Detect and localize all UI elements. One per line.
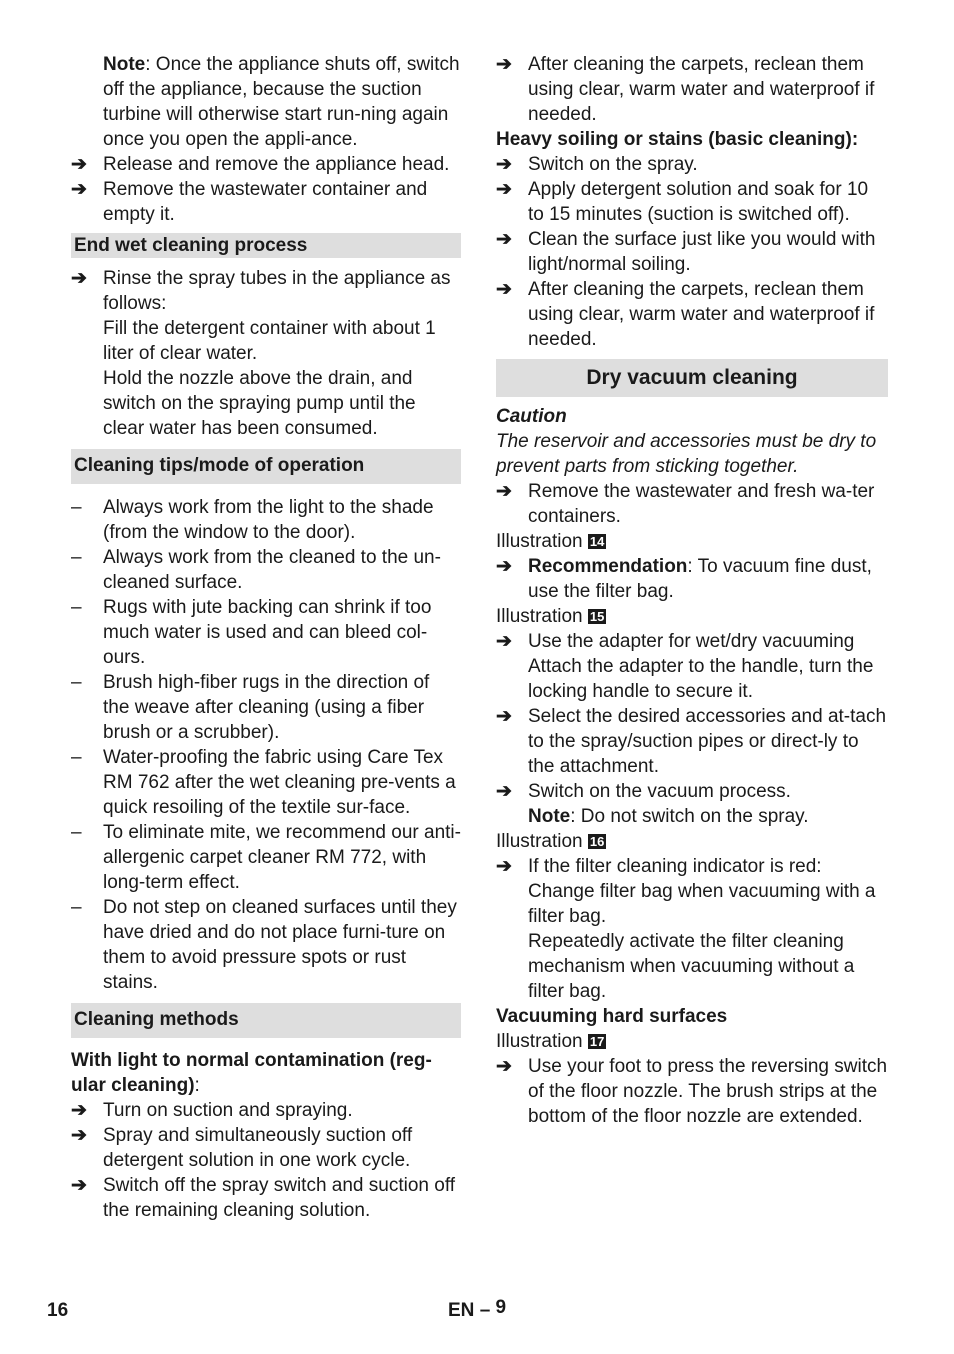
rinse-paragraph: Hold the nozzle above the drain, and switch on the spraying pump until the clear water has been consumed. bbox=[103, 368, 416, 439]
dash-bullet: – bbox=[71, 497, 82, 518]
filter-paragraph: Repeatedly activate the filter cleaning mechanism when vacuuming without a filter bag. bbox=[528, 931, 855, 1002]
arrow-icon: ➔ bbox=[496, 556, 512, 577]
arrow-icon: ➔ bbox=[71, 268, 87, 289]
illustration-ref-16: Illustration 16 bbox=[496, 831, 605, 852]
dash-bullet: – bbox=[71, 672, 82, 693]
arrow-icon: ➔ bbox=[496, 54, 512, 75]
list-item: ➔ Remove the wastewater and fresh wa-ter containers. bbox=[496, 481, 875, 527]
list-item: ➔ Use your foot to press the reversing switch of the floor nozzle. The brush strips at the bottom of the floor nozzle are extended. bbox=[496, 1056, 888, 1127]
hard-surfaces-heading: Vacuuming hard surfaces bbox=[496, 1006, 728, 1027]
note-label: Note bbox=[103, 54, 146, 75]
illustration-number-badge: 16 bbox=[589, 834, 605, 849]
list-item: ➔ Clean the surface just like you would with light/normal soiling. bbox=[496, 229, 876, 275]
list-item: ➔ Switch on the vacuum process. bbox=[496, 781, 791, 802]
arrow-icon: ➔ bbox=[71, 154, 87, 175]
illustration-number-badge: 14 bbox=[589, 534, 605, 549]
arrow-icon: ➔ bbox=[71, 1175, 87, 1196]
section-heading-dry-vacuum: Dry vacuum cleaning bbox=[496, 359, 888, 397]
arrow-icon: ➔ bbox=[496, 279, 512, 300]
illustration-ref-14: Illustration 14 bbox=[496, 531, 605, 552]
arrow-icon: ➔ bbox=[496, 706, 512, 727]
list-item: ➔ Select the desired accessories and at-tach to the spray/suction pipes or direct-ly to the attachment. bbox=[496, 706, 887, 777]
list-item: ➔ Turn on suction and spraying. bbox=[71, 1100, 353, 1121]
illustration-number-badge: 17 bbox=[589, 1034, 605, 1049]
section-heading-tips: Cleaning tips/mode of operation bbox=[71, 449, 461, 484]
sub-page-number: 9 bbox=[495, 1297, 507, 1318]
right-column bbox=[496, 52, 888, 1129]
footer-lang bbox=[448, 1298, 506, 1323]
arrow-icon: ➔ bbox=[496, 1056, 512, 1077]
list-item: ➔ Release and remove the appliance head. bbox=[71, 154, 450, 175]
lang-label: EN bbox=[448, 1300, 475, 1321]
list-item: ➔ Remove the wastewater container and empty it. bbox=[71, 179, 428, 225]
list-item: ➔ If the filter cleaning indicator is red: Change filter bag when vacuuming with a filter bag. bbox=[496, 856, 876, 927]
left-column bbox=[71, 52, 461, 1223]
list-item: – Do not step on cleaned surfaces until they have dried and do not place furni-ture on them to avoid pressure spots or rust stains. bbox=[71, 897, 457, 993]
list-item: – Always work from the light to the shade (from the window to the door). bbox=[71, 497, 434, 543]
arrow-icon: ➔ bbox=[496, 154, 512, 175]
note-text: : Once the appliance shuts off, switch off the appliance, because the suction turbine will otherwise start run-ning again once you open the appli-ance. bbox=[103, 54, 460, 150]
list-item: ➔ Use the adapter for wet/dry vacuuming Attach the adapter to the handle, turn the locking handle to secure it. bbox=[496, 631, 874, 702]
illustration-number-badge: 15 bbox=[589, 609, 605, 624]
arrow-icon: ➔ bbox=[71, 1125, 87, 1146]
dash-bullet: – bbox=[71, 747, 82, 768]
arrow-icon: ➔ bbox=[496, 179, 512, 200]
illustration-ref-15: Illustration 15 bbox=[496, 606, 605, 627]
footer-dash: – bbox=[479, 1300, 491, 1321]
caution-label: Caution bbox=[496, 406, 567, 427]
list-item: ➔ After cleaning the carpets, reclean them using clear, warm water and waterproof if needed. bbox=[496, 279, 875, 350]
heavy-heading: Heavy soiling or stains (basic cleaning): bbox=[496, 129, 859, 150]
list-item: – Rugs with jute backing can shrink if too much water is used and can bleed col-ours. bbox=[71, 597, 432, 668]
vacuum-note: Note: Do not switch on the spray. bbox=[528, 806, 809, 827]
list-item: ➔ Rinse the spray tubes in the appliance as follows: bbox=[71, 268, 451, 314]
list-item: ➔ Switch on the spray. bbox=[496, 154, 698, 175]
list-item: – To eliminate mite, we recommend our anti-allergenic carpet cleaner RM 772, with long-term effect. bbox=[71, 822, 461, 893]
list-item: – Water-proofing the fabric using Care Tex RM 762 after the wet cleaning pre-vents a quick resoiling of the textile sur-face. bbox=[71, 747, 456, 818]
arrow-icon: ➔ bbox=[496, 229, 512, 250]
illustration-ref-17: Illustration 17 bbox=[496, 1031, 605, 1052]
arrow-icon: ➔ bbox=[496, 631, 512, 652]
section-heading-methods: Cleaning methods bbox=[71, 1003, 461, 1038]
list-item: – Always work from the cleaned to the un-cleaned surface. bbox=[71, 547, 441, 593]
list-item: – Brush high-fiber rugs in the direction of the weave after cleaning (using a fiber brush or a scrubber). bbox=[71, 672, 430, 743]
arrow-icon: ➔ bbox=[496, 481, 512, 502]
note-paragraph bbox=[71, 52, 461, 152]
arrow-icon: ➔ bbox=[496, 856, 512, 877]
dash-bullet: – bbox=[71, 822, 82, 843]
section-heading-end-wet: End wet cleaning process bbox=[71, 233, 461, 258]
rinse-paragraph: Fill the detergent container with about 1 liter of clear water. bbox=[103, 318, 436, 364]
caution-text: The reservoir and accessories must be dry to prevent parts from sticking together. bbox=[496, 431, 877, 477]
page-number: 16 bbox=[47, 1300, 69, 1321]
list-item: ➔ After cleaning the carpets, reclean them using clear, warm water and waterproof if needed. bbox=[496, 54, 875, 125]
dash-bullet: – bbox=[71, 597, 82, 618]
dash-bullet: – bbox=[71, 897, 82, 918]
regular-heading: With light to normal contamination (reg-ular cleaning): bbox=[71, 1050, 432, 1096]
dash-bullet: – bbox=[71, 547, 82, 568]
arrow-icon: ➔ bbox=[71, 179, 87, 200]
arrow-icon: ➔ bbox=[71, 1100, 87, 1121]
list-item: ➔ Switch off the spray switch and suction off the remaining cleaning solution. bbox=[71, 1175, 456, 1221]
arrow-icon: ➔ bbox=[496, 781, 512, 802]
list-item: ➔ Recommendation: To vacuum fine dust, use the filter bag. bbox=[496, 556, 872, 602]
list-item: ➔ Spray and simultaneously suction off detergent solution in one work cycle. bbox=[71, 1125, 413, 1171]
list-item: ➔ Apply detergent solution and soak for 10 to 15 minutes (suction is switched off). bbox=[496, 179, 869, 225]
